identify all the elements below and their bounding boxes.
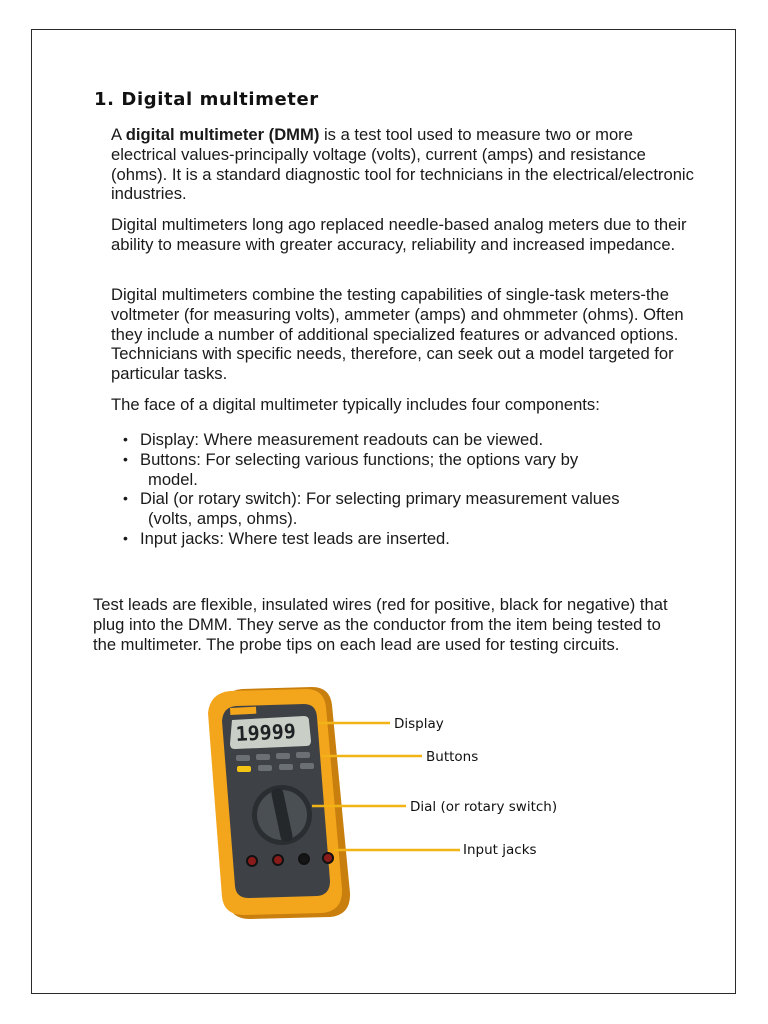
meter-button bbox=[237, 766, 251, 772]
label-buttons: Buttons bbox=[426, 749, 479, 765]
page-title: 1. Digital multimeter bbox=[94, 89, 319, 110]
list-item-text: Input jacks: Where test leads are inserted. bbox=[140, 528, 450, 548]
input-jack bbox=[323, 853, 333, 863]
list-item-text: Dial (or rotary switch): For selecting primary measurement values bbox=[140, 489, 620, 509]
list-item-continuation: (volts, amps, ohms). bbox=[148, 509, 298, 529]
intro-prefix: A bbox=[111, 125, 126, 144]
list-item-text: Buttons: For selecting various functions; the options vary by bbox=[140, 449, 579, 469]
paragraph-capabilities: Digital multimeters combine the testing capabilities of single-task meters-the voltmeter (for measuring volts), ammeter (amps) and ohmmeter (ohms). Often they include a number of additional specialized features or advanced options. Technicians with specific needs, therefore, can seek out a model targeted for particular tasks. bbox=[111, 285, 684, 384]
paragraph-test-leads: Test leads are flexible, insulated wires (red for positive, black for negative) that plug into the DMM. They serve as the conductor from the item being tested to the multimeter. The probe tips on each lead are used for testing circuits. bbox=[93, 595, 668, 654]
intro-rest: is a test tool used to measure two or more electrical values-principally voltage (volts), current (amps) and resistance (ohms). It is a standard diagnostic tool for technicians in the electrical/electronic industries. bbox=[111, 125, 694, 204]
paragraph-components: The face of a digital multimeter typically includes four components: bbox=[111, 395, 600, 414]
list-item-text: Display: Where measurement readouts can be viewed. bbox=[140, 430, 544, 449]
meter-button bbox=[300, 763, 314, 769]
list-item: • Display: Where measurement readouts can be viewed. bbox=[123, 430, 544, 449]
paragraph-analog: Digital multimeters long ago replaced needle-based analog meters due to their ability to measure with greater accuracy, reliability and increased impedance. bbox=[111, 215, 687, 254]
list-item-continuation: model. bbox=[148, 469, 198, 489]
meter-button bbox=[256, 754, 270, 760]
meter-button bbox=[296, 752, 310, 758]
list-item: • Buttons: For selecting various functions; the options vary by model. bbox=[123, 450, 683, 490]
meter-button bbox=[258, 765, 272, 771]
brand-logo bbox=[230, 707, 256, 715]
lcd-reading: 19999 bbox=[235, 718, 297, 746]
intro-paragraph bbox=[111, 125, 701, 204]
multimeter-figure bbox=[200, 683, 570, 923]
meter-button bbox=[236, 755, 250, 761]
components-list bbox=[123, 430, 683, 549]
list-item: • Input jacks: Where test leads are inserted. bbox=[123, 528, 450, 548]
list-item: • Dial (or rotary switch): For selecting primary measurement values (volts, amps, ohms). bbox=[123, 489, 683, 529]
input-jack bbox=[273, 855, 283, 865]
meter-button bbox=[279, 764, 293, 770]
label-input-jacks: Input jacks bbox=[463, 842, 537, 858]
meter-button bbox=[276, 753, 290, 759]
label-dial: Dial (or rotary switch) bbox=[410, 799, 558, 815]
label-display: Display bbox=[394, 716, 444, 732]
input-jack bbox=[299, 854, 309, 864]
input-jack bbox=[247, 856, 257, 866]
intro-term: digital multimeter (DMM) bbox=[125, 125, 320, 144]
